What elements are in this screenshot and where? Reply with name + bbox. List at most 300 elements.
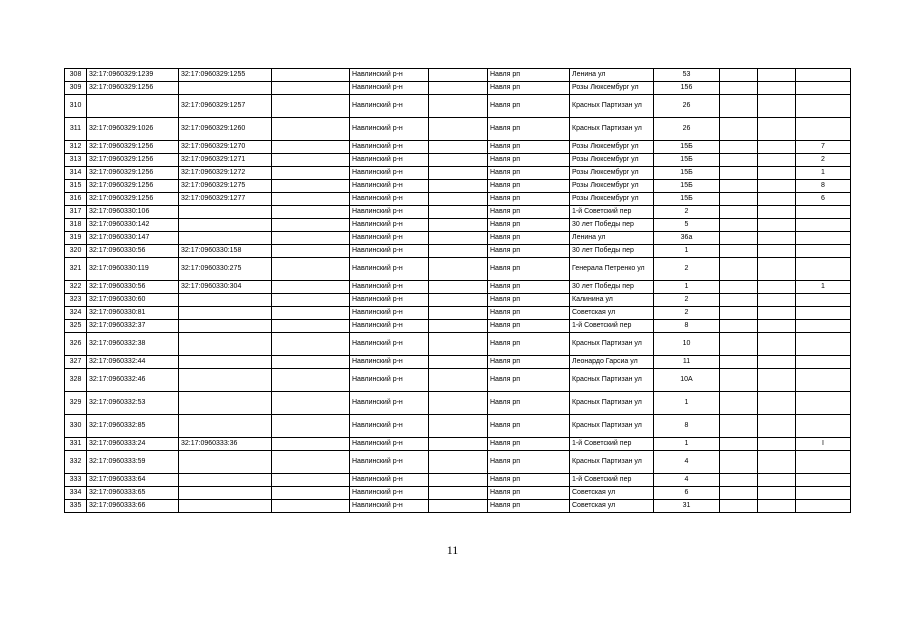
table-row — [65, 320, 851, 333]
table-row — [65, 245, 851, 258]
settlement-cell: Навля рп — [488, 118, 570, 141]
empty-cell — [720, 415, 758, 438]
table-row — [65, 487, 851, 500]
premises-cadastral-number-cell: 32:17:0960329:1257 — [179, 95, 272, 118]
empty-cell — [720, 451, 758, 474]
premises-cadastral-number-cell — [179, 307, 272, 320]
empty-cell — [429, 193, 488, 206]
empty-cell — [758, 320, 796, 333]
house-number-cell: 5 — [654, 219, 720, 232]
table-row — [65, 307, 851, 320]
cadastral-number-cell: 32:17:0960332:85 — [87, 415, 179, 438]
cadastral-number-cell: 32:17:0960330:147 — [87, 232, 179, 245]
apartment-number-cell: 1 — [796, 167, 851, 180]
street-cell: Красных Партизан ул — [570, 392, 654, 415]
apartment-number-cell: 2 — [796, 154, 851, 167]
empty-cell — [272, 219, 350, 232]
district-cell: Навлинский р-н — [350, 95, 429, 118]
premises-cadastral-number-cell: 32:17:0960333:36 — [179, 438, 272, 451]
empty-cell — [272, 392, 350, 415]
apartment-number-cell: I — [796, 438, 851, 451]
apartment-number-cell — [796, 369, 851, 392]
street-cell: Розы Люксембург ул — [570, 193, 654, 206]
street-cell: Розы Люксембург ул — [570, 167, 654, 180]
table-row — [65, 294, 851, 307]
empty-cell — [272, 320, 350, 333]
house-number-cell: 1 — [654, 438, 720, 451]
district-cell: Навлинский р-н — [350, 118, 429, 141]
row-number-cell: 319 — [65, 232, 87, 245]
table-row — [65, 356, 851, 369]
cadastral-number-cell: 32:17:0960330:56 — [87, 245, 179, 258]
empty-cell — [720, 167, 758, 180]
premises-cadastral-number-cell: 32:17:0960330:304 — [179, 281, 272, 294]
house-number-cell: 11 — [654, 356, 720, 369]
settlement-cell: Навля рп — [488, 307, 570, 320]
row-number-cell: 322 — [65, 281, 87, 294]
cadastral-number-cell: 32:17:0960330:106 — [87, 206, 179, 219]
empty-cell — [758, 451, 796, 474]
row-number-cell: 327 — [65, 356, 87, 369]
district-cell: Навлинский р-н — [350, 294, 429, 307]
empty-cell — [272, 193, 350, 206]
empty-cell — [758, 69, 796, 82]
district-cell: Навлинский р-н — [350, 333, 429, 356]
row-number-cell: 320 — [65, 245, 87, 258]
settlement-cell: Навля рп — [488, 294, 570, 307]
empty-cell — [429, 118, 488, 141]
empty-cell — [758, 294, 796, 307]
apartment-number-cell: 1 — [796, 281, 851, 294]
apartment-number-cell — [796, 320, 851, 333]
empty-cell — [429, 206, 488, 219]
cadastral-number-cell: 32:17:0960329:1256 — [87, 154, 179, 167]
premises-cadastral-number-cell — [179, 232, 272, 245]
empty-cell — [272, 258, 350, 281]
district-cell: Навлинский р-н — [350, 307, 429, 320]
empty-cell — [272, 154, 350, 167]
premises-cadastral-number-cell: 32:17:0960329:1277 — [179, 193, 272, 206]
street-cell: 1-й Советский пер — [570, 320, 654, 333]
empty-cell — [429, 167, 488, 180]
street-cell: Розы Люксембург ул — [570, 141, 654, 154]
table-row — [65, 258, 851, 281]
empty-cell — [758, 141, 796, 154]
empty-cell — [429, 500, 488, 513]
empty-cell — [758, 245, 796, 258]
empty-cell — [758, 154, 796, 167]
row-number-cell: 334 — [65, 487, 87, 500]
empty-cell — [429, 180, 488, 193]
row-number-cell: 308 — [65, 69, 87, 82]
empty-cell — [720, 333, 758, 356]
cadastral-number-cell: 32:17:0960329:1256 — [87, 180, 179, 193]
empty-cell — [758, 118, 796, 141]
street-cell: Розы Люксембург ул — [570, 154, 654, 167]
empty-cell — [758, 474, 796, 487]
district-cell: Навлинский р-н — [350, 281, 429, 294]
house-number-cell: 2 — [654, 307, 720, 320]
table-body — [65, 69, 851, 513]
row-number-cell: 335 — [65, 500, 87, 513]
empty-cell — [758, 392, 796, 415]
cadastral-number-cell: 32:17:0960333:65 — [87, 487, 179, 500]
street-cell: 1-й Советский пер — [570, 438, 654, 451]
apartment-number-cell — [796, 82, 851, 95]
cadastral-number-cell: 32:17:0960333:59 — [87, 451, 179, 474]
empty-cell — [720, 369, 758, 392]
empty-cell — [429, 438, 488, 451]
house-number-cell: 6 — [654, 487, 720, 500]
empty-cell — [429, 333, 488, 356]
empty-cell — [429, 82, 488, 95]
table-row — [65, 141, 851, 154]
district-cell: Навлинский р-н — [350, 451, 429, 474]
settlement-cell: Навля рп — [488, 333, 570, 356]
empty-cell — [758, 167, 796, 180]
settlement-cell: Навля рп — [488, 95, 570, 118]
empty-cell — [272, 451, 350, 474]
row-number-cell: 317 — [65, 206, 87, 219]
apartment-number-cell — [796, 258, 851, 281]
district-cell: Навлинский р-н — [350, 415, 429, 438]
empty-cell — [272, 206, 350, 219]
cadastral-number-cell: 32:17:0960330:60 — [87, 294, 179, 307]
table-row — [65, 232, 851, 245]
empty-cell — [272, 333, 350, 356]
cadastral-number-cell: 32:17:0960329:1256 — [87, 82, 179, 95]
premises-cadastral-number-cell — [179, 294, 272, 307]
cadastral-number-cell: 32:17:0960333:64 — [87, 474, 179, 487]
table-row — [65, 415, 851, 438]
premises-cadastral-number-cell: 32:17:0960330:275 — [179, 258, 272, 281]
settlement-cell: Навля рп — [488, 141, 570, 154]
row-number-cell: 324 — [65, 307, 87, 320]
cadastral-number-cell: 32:17:0960329:1026 — [87, 118, 179, 141]
premises-cadastral-number-cell — [179, 82, 272, 95]
table-row — [65, 438, 851, 451]
settlement-cell: Навля рп — [488, 392, 570, 415]
house-number-cell: 2 — [654, 294, 720, 307]
apartment-number-cell — [796, 356, 851, 369]
table-row — [65, 474, 851, 487]
house-number-cell: 2 — [654, 206, 720, 219]
table-row — [65, 82, 851, 95]
street-cell: Красных Партизан ул — [570, 415, 654, 438]
district-cell: Навлинский р-н — [350, 180, 429, 193]
house-number-cell: 36а — [654, 232, 720, 245]
empty-cell — [758, 487, 796, 500]
row-number-cell: 313 — [65, 154, 87, 167]
table-row — [65, 206, 851, 219]
empty-cell — [429, 369, 488, 392]
street-cell: 30 лет Победы пер — [570, 219, 654, 232]
empty-cell — [429, 69, 488, 82]
street-cell: Красных Партизан ул — [570, 333, 654, 356]
table-row — [65, 219, 851, 232]
cadastral-number-cell: 32:17:0960333:66 — [87, 500, 179, 513]
row-number-cell: 331 — [65, 438, 87, 451]
street-cell: Советская ул — [570, 307, 654, 320]
empty-cell — [272, 69, 350, 82]
district-cell: Навлинский р-н — [350, 167, 429, 180]
settlement-cell: Навля рп — [488, 451, 570, 474]
apartment-number-cell — [796, 500, 851, 513]
settlement-cell: Навля рп — [488, 415, 570, 438]
empty-cell — [429, 415, 488, 438]
empty-cell — [272, 356, 350, 369]
empty-cell — [272, 487, 350, 500]
district-cell: Навлинский р-н — [350, 500, 429, 513]
row-number-cell: 330 — [65, 415, 87, 438]
empty-cell — [272, 82, 350, 95]
cadastral-number-cell: 32:17:0960332:46 — [87, 369, 179, 392]
settlement-cell: Навля рп — [488, 82, 570, 95]
premises-cadastral-number-cell — [179, 500, 272, 513]
street-cell: 1-й Советский пер — [570, 206, 654, 219]
settlement-cell: Навля рп — [488, 258, 570, 281]
settlement-cell: Навля рп — [488, 180, 570, 193]
empty-cell — [272, 232, 350, 245]
empty-cell — [720, 356, 758, 369]
settlement-cell: Навля рп — [488, 154, 570, 167]
cadastral-number-cell: 32:17:0960332:53 — [87, 392, 179, 415]
house-number-cell: 1 — [654, 281, 720, 294]
settlement-cell: Навля рп — [488, 356, 570, 369]
table-row — [65, 281, 851, 294]
street-cell: Красных Партизан ул — [570, 451, 654, 474]
empty-cell — [720, 232, 758, 245]
empty-cell — [429, 474, 488, 487]
empty-cell — [720, 320, 758, 333]
table-row — [65, 154, 851, 167]
street-cell: Розы Люксембург ул — [570, 82, 654, 95]
empty-cell — [720, 193, 758, 206]
premises-cadastral-number-cell — [179, 356, 272, 369]
row-number-cell: 309 — [65, 82, 87, 95]
row-number-cell: 329 — [65, 392, 87, 415]
empty-cell — [758, 307, 796, 320]
empty-cell — [429, 258, 488, 281]
district-cell: Навлинский р-н — [350, 258, 429, 281]
district-cell: Навлинский р-н — [350, 219, 429, 232]
empty-cell — [758, 258, 796, 281]
settlement-cell: Навля рп — [488, 232, 570, 245]
settlement-cell: Навля рп — [488, 500, 570, 513]
street-cell: Розы Люксембург ул — [570, 180, 654, 193]
empty-cell — [272, 281, 350, 294]
street-cell: Красных Партизан ул — [570, 95, 654, 118]
premises-cadastral-number-cell — [179, 320, 272, 333]
cadastral-number-cell: 32:17:0960330:81 — [87, 307, 179, 320]
table-row — [65, 500, 851, 513]
empty-cell — [272, 245, 350, 258]
street-cell: Красных Партизан ул — [570, 369, 654, 392]
district-cell: Навлинский р-н — [350, 392, 429, 415]
row-number-cell: 311 — [65, 118, 87, 141]
table-row — [65, 392, 851, 415]
empty-cell — [720, 118, 758, 141]
street-cell: Генерала Петренко ул — [570, 258, 654, 281]
settlement-cell: Навля рп — [488, 438, 570, 451]
empty-cell — [272, 118, 350, 141]
district-cell: Навлинский р-н — [350, 474, 429, 487]
house-number-cell: 4 — [654, 474, 720, 487]
empty-cell — [758, 193, 796, 206]
empty-cell — [429, 451, 488, 474]
empty-cell — [720, 180, 758, 193]
empty-cell — [720, 281, 758, 294]
empty-cell — [429, 141, 488, 154]
table-row — [65, 193, 851, 206]
empty-cell — [429, 154, 488, 167]
house-number-cell: 2 — [654, 258, 720, 281]
empty-cell — [429, 245, 488, 258]
empty-cell — [720, 141, 758, 154]
cadastral-number-cell: 32:17:0960332:44 — [87, 356, 179, 369]
empty-cell — [720, 307, 758, 320]
cadastral-number-cell: 32:17:0960332:37 — [87, 320, 179, 333]
empty-cell — [720, 258, 758, 281]
house-number-cell: 26 — [654, 95, 720, 118]
house-number-cell: 1 — [654, 392, 720, 415]
empty-cell — [272, 141, 350, 154]
page-number: 11 — [446, 543, 459, 557]
premises-cadastral-number-cell — [179, 487, 272, 500]
empty-cell — [720, 95, 758, 118]
settlement-cell: Навля рп — [488, 487, 570, 500]
empty-cell — [758, 356, 796, 369]
empty-cell — [720, 69, 758, 82]
street-cell: Леонардо Гарсиа ул — [570, 356, 654, 369]
empty-cell — [758, 415, 796, 438]
apartment-number-cell — [796, 219, 851, 232]
empty-cell — [272, 180, 350, 193]
cadastral-number-cell: 32:17:0960329:1239 — [87, 69, 179, 82]
table-row — [65, 167, 851, 180]
house-number-cell: 15Б — [654, 154, 720, 167]
empty-cell — [720, 474, 758, 487]
district-cell: Навлинский р-н — [350, 154, 429, 167]
empty-cell — [720, 487, 758, 500]
apartment-number-cell — [796, 415, 851, 438]
apartment-number-cell — [796, 69, 851, 82]
row-number-cell: 316 — [65, 193, 87, 206]
table-row — [65, 451, 851, 474]
house-number-cell: 8 — [654, 415, 720, 438]
street-cell: Калинина ул — [570, 294, 654, 307]
empty-cell — [429, 487, 488, 500]
house-number-cell: 15Б — [654, 193, 720, 206]
registry-table — [64, 68, 851, 513]
empty-cell — [272, 500, 350, 513]
row-number-cell: 326 — [65, 333, 87, 356]
empty-cell — [429, 356, 488, 369]
premises-cadastral-number-cell — [179, 219, 272, 232]
table-row — [65, 180, 851, 193]
settlement-cell: Навля рп — [488, 69, 570, 82]
empty-cell — [758, 500, 796, 513]
empty-cell — [272, 307, 350, 320]
settlement-cell: Навля рп — [488, 474, 570, 487]
apartment-number-cell — [796, 392, 851, 415]
empty-cell — [758, 206, 796, 219]
premises-cadastral-number-cell — [179, 333, 272, 356]
cadastral-number-cell: 32:17:0960329:1256 — [87, 141, 179, 154]
empty-cell — [720, 219, 758, 232]
row-number-cell: 312 — [65, 141, 87, 154]
row-number-cell: 323 — [65, 294, 87, 307]
empty-cell — [758, 219, 796, 232]
street-cell: Ленина ул — [570, 69, 654, 82]
empty-cell — [272, 294, 350, 307]
settlement-cell: Навля рп — [488, 281, 570, 294]
district-cell: Навлинский р-н — [350, 82, 429, 95]
district-cell: Навлинский р-н — [350, 438, 429, 451]
house-number-cell: 31 — [654, 500, 720, 513]
house-number-cell: 15Б — [654, 180, 720, 193]
premises-cadastral-number-cell — [179, 415, 272, 438]
settlement-cell: Навля рп — [488, 369, 570, 392]
empty-cell — [720, 245, 758, 258]
cadastral-number-cell: 32:17:0960330:142 — [87, 219, 179, 232]
district-cell: Навлинский р-н — [350, 232, 429, 245]
street-cell: 30 лет Победы пер — [570, 281, 654, 294]
cadastral-number-cell: 32:17:0960329:1256 — [87, 193, 179, 206]
table-row — [65, 118, 851, 141]
settlement-cell: Навля рп — [488, 320, 570, 333]
apartment-number-cell — [796, 245, 851, 258]
premises-cadastral-number-cell: 32:17:0960329:1275 — [179, 180, 272, 193]
empty-cell — [758, 438, 796, 451]
empty-cell — [758, 95, 796, 118]
district-cell: Навлинский р-н — [350, 141, 429, 154]
cadastral-number-cell: 32:17:0960329:1256 — [87, 167, 179, 180]
premises-cadastral-number-cell: 32:17:0960329:1272 — [179, 167, 272, 180]
apartment-number-cell — [796, 206, 851, 219]
street-cell: Советская ул — [570, 500, 654, 513]
house-number-cell: 10А — [654, 369, 720, 392]
settlement-cell: Навля рп — [488, 206, 570, 219]
premises-cadastral-number-cell: 32:17:0960329:1271 — [179, 154, 272, 167]
empty-cell — [429, 320, 488, 333]
empty-cell — [720, 500, 758, 513]
apartment-number-cell — [796, 487, 851, 500]
house-number-cell: 53 — [654, 69, 720, 82]
row-number-cell: 318 — [65, 219, 87, 232]
empty-cell — [720, 294, 758, 307]
apartment-number-cell: 7 — [796, 141, 851, 154]
row-number-cell: 314 — [65, 167, 87, 180]
settlement-cell: Навля рп — [488, 193, 570, 206]
apartment-number-cell — [796, 95, 851, 118]
premises-cadastral-number-cell: 32:17:0960329:1260 — [179, 118, 272, 141]
table-row — [65, 69, 851, 82]
empty-cell — [272, 438, 350, 451]
empty-cell — [758, 333, 796, 356]
empty-cell — [720, 82, 758, 95]
cadastral-number-cell: 32:17:0960330:56 — [87, 281, 179, 294]
district-cell: Навлинский р-н — [350, 356, 429, 369]
house-number-cell: 26 — [654, 118, 720, 141]
empty-cell — [758, 180, 796, 193]
empty-cell — [429, 95, 488, 118]
district-cell: Навлинский р-н — [350, 69, 429, 82]
table-row — [65, 369, 851, 392]
house-number-cell: 15Б — [654, 141, 720, 154]
house-number-cell: 1 — [654, 245, 720, 258]
premises-cadastral-number-cell — [179, 474, 272, 487]
